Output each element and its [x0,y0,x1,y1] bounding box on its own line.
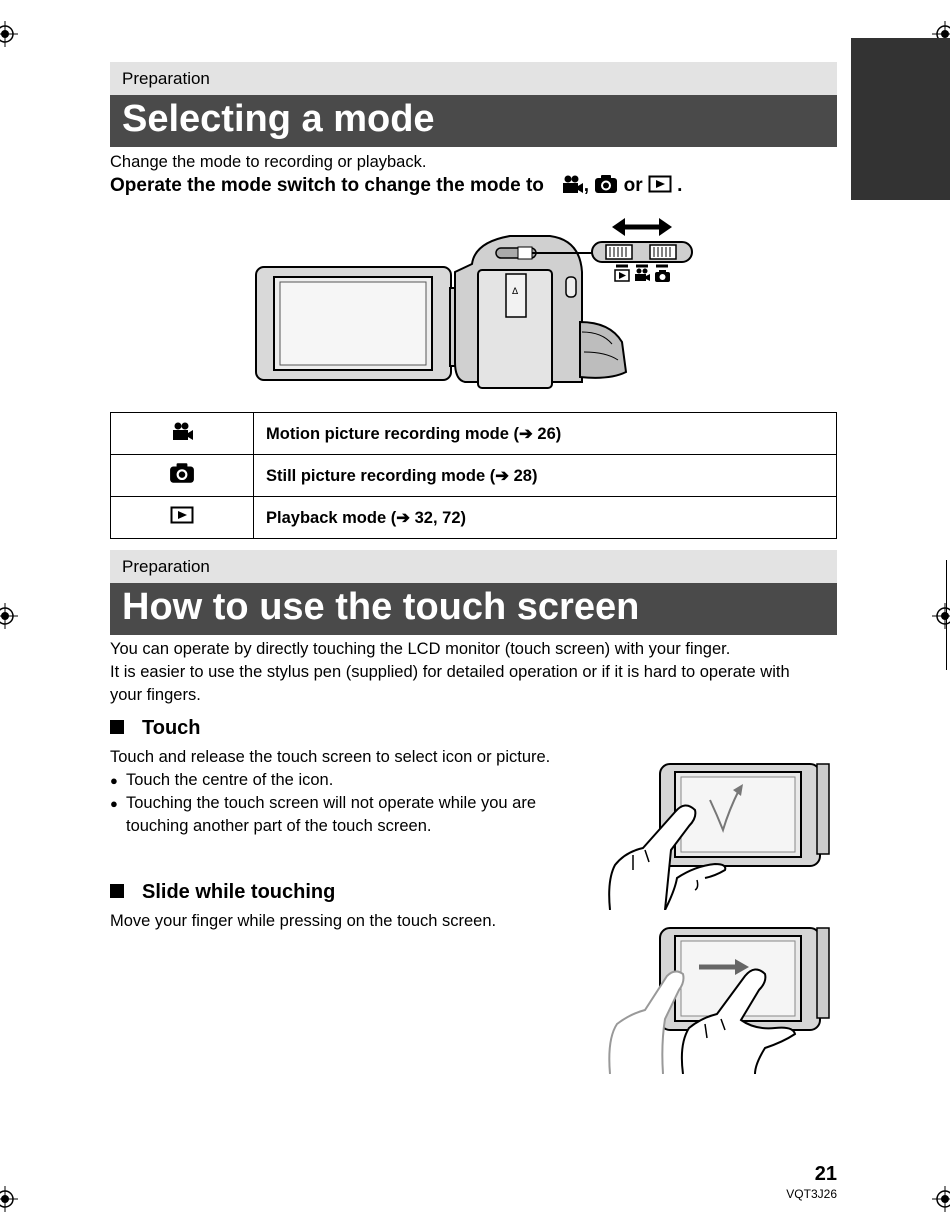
intro-line: your fingers. [110,686,201,704]
mode-table [110,412,837,539]
section-title-bar [110,95,837,147]
playback-icon [170,505,194,525]
mode-description: Motion picture recording mode (➔ 26) [254,413,837,455]
table-icon-cell [111,497,254,539]
square-bullet-icon [110,720,124,734]
table-icon-cell [111,455,254,497]
heading-text: Touch [142,717,201,739]
table-row [111,497,837,539]
instruction-separator: , [583,175,590,196]
bullet-continuation: touching another part of the touch screen. [126,817,432,835]
instruction-or: or [623,175,643,196]
table-row [111,413,837,455]
registration-mark [0,603,18,629]
table-row [111,455,837,497]
svg-text:Δ: Δ [512,287,519,297]
bullet-item: ● Touching the touch screen will not operate while you are [110,792,550,815]
section-intro [110,638,790,707]
movie-camera-icon [170,421,194,441]
document-code: VQT3J26 [786,1187,837,1201]
instruction-text: Operate the mode switch to change the mode to [110,175,544,196]
touch-heading [110,717,201,740]
preparation-label: Preparation [122,69,210,88]
preparation-label: Preparation [122,557,210,576]
margin-line [946,560,947,670]
mode-description: Still picture recording mode (➔ 28) [254,455,837,497]
movie-camera-icon [560,174,584,194]
mode-instruction [110,174,682,197]
table-icon-cell [111,413,254,455]
intro-line: You can operate by directly touching the LCD monitor (touch screen) with your finger. [110,640,731,658]
touch-description [110,746,550,838]
playback-icon [648,174,672,194]
heading-text: Slide while touching [142,881,336,903]
registration-mark [0,21,18,47]
camera-icon [169,462,195,484]
registration-mark [932,1186,950,1212]
slide-illustration [605,924,830,1074]
intro-line: It is easier to use the stylus pen (supplied) for detailed operation or if it is hard to operate with [110,663,790,681]
page-number: 21 [814,1163,837,1185]
square-bullet-icon [110,884,124,898]
touch-illustration [605,760,830,910]
slide-description: Move your finger while pressing on the touch screen. [110,912,497,930]
section-title-bar [110,583,837,635]
camcorder-mode-switch-illustration [250,212,700,392]
chapter-tab [851,38,950,200]
registration-mark [932,603,950,629]
touch-desc-line: Touch and release the touch screen to select icon or picture. [110,748,551,766]
section-title: How to use the touch screen [122,586,640,628]
section-intro: Change the mode to recording or playback. [110,153,427,171]
instruction-end: . [677,175,683,196]
preparation-bar [110,550,837,583]
section-title: Selecting a mode [122,98,435,140]
preparation-bar [110,62,837,95]
slide-heading [110,881,335,904]
bullet-item: ● Touch the centre of the icon. [110,769,550,792]
camera-icon [594,174,618,194]
mode-description: Playback mode (➔ 32, 72) [254,497,837,539]
registration-mark [0,1186,18,1212]
